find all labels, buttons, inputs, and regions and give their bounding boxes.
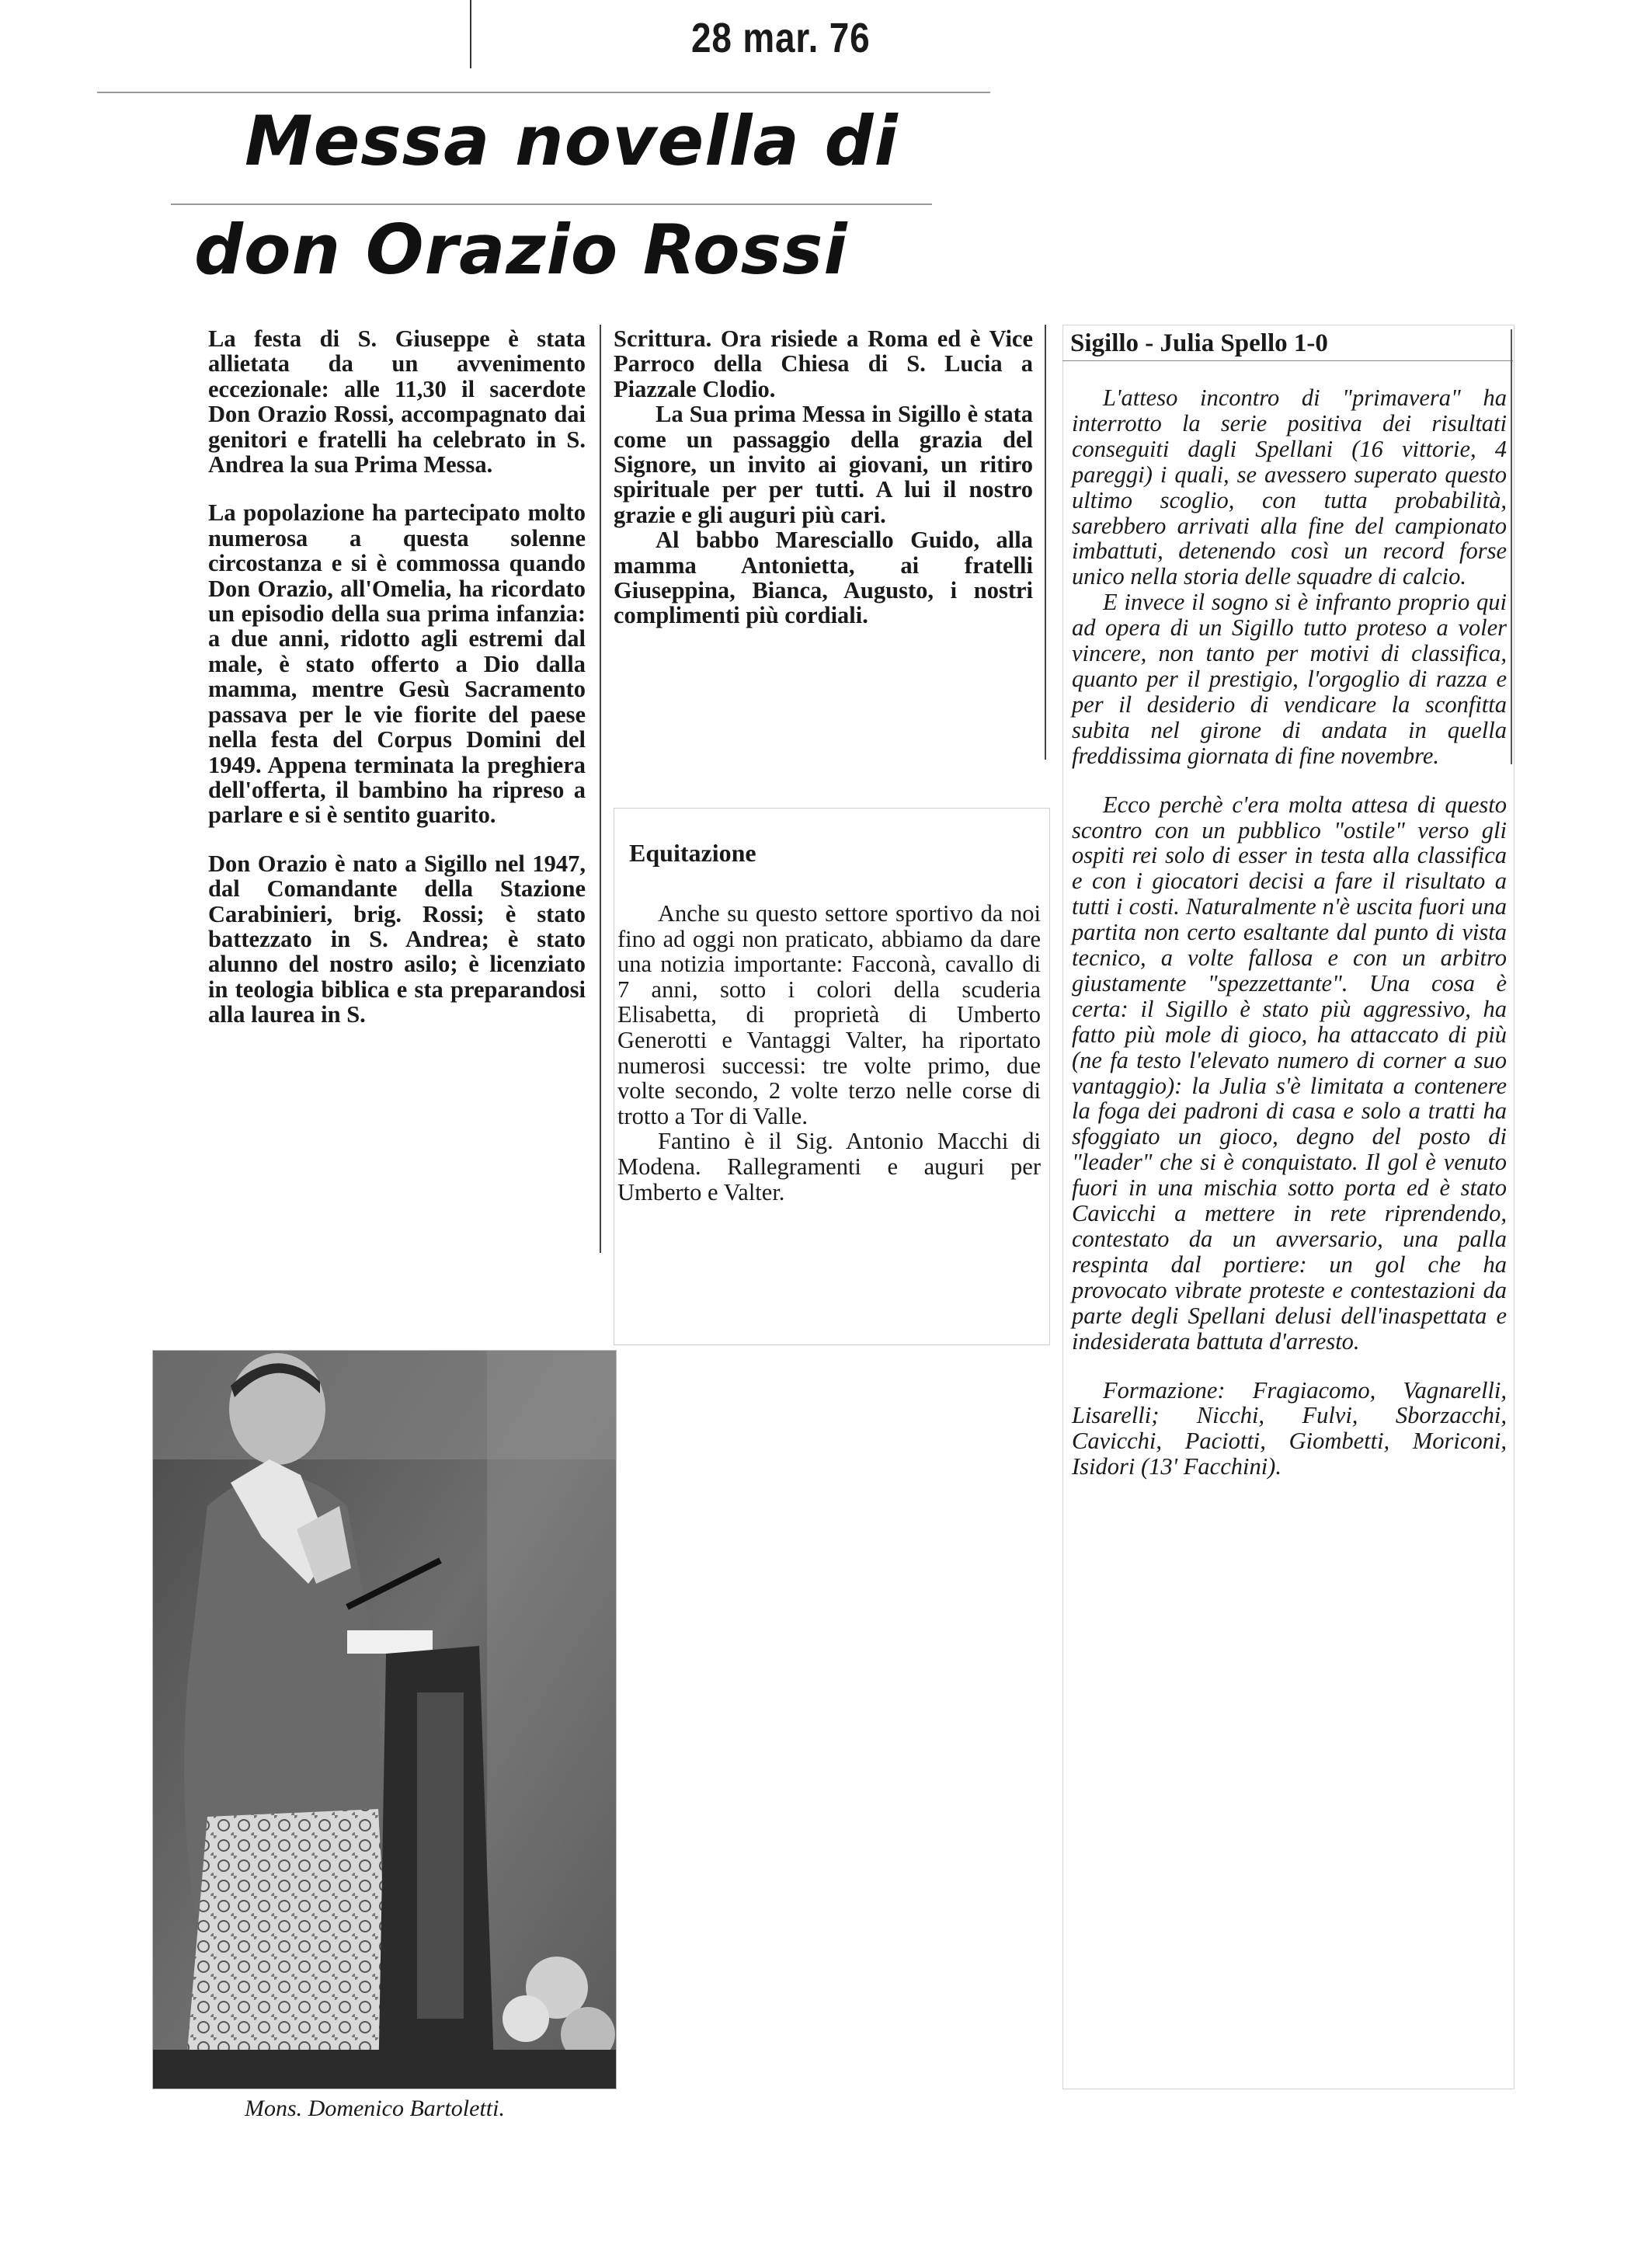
article-paragraph: Don Orazio è nato a Sigillo nel 1947, dal Comandante della Stazione Carabinieri, brig. Rossi; è stato battezzato in S. Andrea; è stato alunno del nostro asilo; è licenziato in teologia biblica e sta preparandosi alla laurea in S. <box>208 850 586 1028</box>
sport-paragraph: L'atteso incontro di "primavera" ha interrotto la serie positiva dei risultati conseguiti dagli Spellani (16 vittorie, 4 pareggi) i quali, se avessero superato questo ultimo scoglio, con tutta probabilità, sarebbero arrivati alla fine del campionato imbattuti, detenendo così un record forse unico nella storia delle squadre di calcio. <box>1072 384 1507 590</box>
sport-title-rule <box>1062 360 1513 361</box>
column-divider <box>600 325 601 1253</box>
equitazione-paragraph: Anche su questo settore sportivo da noi fino ad oggi non praticato, abbiamo da dare una notizia importante: Facconà, cavallo di 7 anni, sotto i colori della scuderia Elisabetta, di proprietà di Umberto Generotti e Vantaggi Valter, ha riportato numerosi successi: tre volte primo, due volte secondo, 2 volte terzo nelle corse di trotto a Tor di Valle. <box>617 900 1041 1129</box>
article-paragraph: Scrittura. Ora risiede a Roma ed è Vice Parroco della Chiesa di S. Lucia a Piazzale Clodio. <box>614 325 1033 402</box>
article-paragraph: La popolazione ha partecipato molto numerosa a questa solenne circostanza e si è commossa quando Don Orazio, all'Omelia, ha ricordato un episodio della sua prima infanzia: a due anni, ridotto agli estremi dal male, è stato offerto a Dio dalla mamma, mentre Gesù Sacramento passava per le vie fiorite del paese nella festa del Corpus Domini del 1949. Appena terminata la preghiera dell'offerta, il bambino ha ripreso a parlare e si è sentito guarito. <box>208 499 586 829</box>
sport-body <box>1072 385 1507 1480</box>
priest-photo-illustration <box>153 1351 616 2089</box>
stamp-divider <box>470 0 471 68</box>
equitazione-body <box>617 901 1041 1205</box>
sport-border <box>1511 329 1512 764</box>
headline-clip-edge <box>97 92 990 93</box>
headline-line-2: don Orazio Rossi <box>194 210 848 290</box>
date-stamp: 28 mar. 76 <box>691 15 871 61</box>
article-column-1 <box>208 326 586 1028</box>
sport-paragraph: Ecco perchè c'era molta attesa di questo scontro con un pubblico "ostile" verso gli ospiti rei solo di esser in testa alla classifica e con i giocatori decisi a fare il risultato a tutti i costi. Naturalmente n'è uscita fuori una partita non certo esaltante dal punto di vista tecnico, a volte fallosa e con un arbitro giustamente "spezzettante". Una cosa è certa: il Sigillo è stato più aggressivo, ha fatto più mole di gioco, ha attaccato di più (ne fa testo l'elevato numero di corner a suo vantaggio): la Julia s'è limitata a contenere la foga dei padroni di casa e solo a tratti ha sfoggiato un gioco, degno del posto di "leader" che si è conquistato. Il gol è venuto fuori in una mischia sotto porta ed è stato Cavicchi a mettere in rete riprendendo, contestato da un avversario, una palla respinta dal portiere: un gol che ha provocato vibrate proteste e contestazioni da parte degli Spellani delusi dell'inaspettata e indesiderata battuta d'arresto. <box>1072 791 1507 1355</box>
column-divider <box>1045 325 1046 760</box>
sport-paragraph: Formazione: Fragiacomo, Vagnarelli, Lisarelli; Nicchi, Fulvi, Sborzacchi, Cavicchi, Paciotti, Giombetti, Moriconi, Isidori (13' Facchini). <box>1072 1376 1507 1480</box>
article-paragraph: La Sua prima Messa in Sigillo è stata come un passaggio della grazia del Signore, un invito ai giovani, un ritiro spirituale per per tutti. A lui il nostro grazie e gli auguri più cari. <box>614 401 1033 528</box>
article-column-2 <box>614 326 1033 628</box>
priest-photo <box>152 1350 617 2089</box>
equitazione-title: Equitazione <box>629 839 756 867</box>
equitazione-paragraph: Fantino è il Sig. Antonio Macchi di Modena. Rallegramenti e auguri per Umberto e Valter. <box>617 1128 1041 1205</box>
sport-title: Sigillo - Julia Spello 1-0 <box>1070 329 1328 357</box>
headline-line-1: Messa novella di <box>245 101 899 181</box>
article-paragraph: La festa di S. Giuseppe è stata allietata da un avvenimento eccezionale: alle 11,30 il sacerdote Don Orazio Rossi, accompagnato dai genitori e fratelli ha celebrato in S. Andrea la sua Prima Messa. <box>208 325 586 478</box>
photo-caption: Mons. Domenico Bartoletti. <box>245 2096 505 2121</box>
sport-paragraph: E invece il sogno si è infranto proprio qui ad opera di un Sigillo tutto proteso a voler vincere, non tanto per motivi di classifica, quanto per il prestigio, l'orgoglio di razza e per il desiderio di vendicare la sconfitta subita nel girone di andata in quella freddissima giornata di fine novembre. <box>1072 589 1507 769</box>
article-paragraph: Al babbo Maresciallo Guido, alla mamma Antonietta, ai fratelli Giuseppina, Bianca, Augusto, i nostri complimenti più cordiali. <box>614 527 1033 629</box>
headline-clip-edge <box>171 203 932 205</box>
